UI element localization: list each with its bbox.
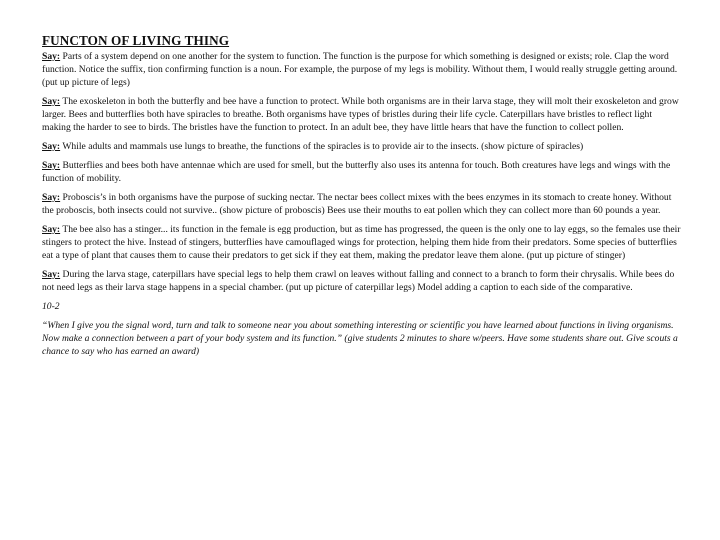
paragraph-7 [42, 268, 682, 294]
paragraph-text: Butterflies and bees both have antennae which are used for smell, but the butterfly also uses its antenna for touch. Both creatures have legs and wings with the function of mobility. [42, 160, 671, 184]
paragraph-2 [42, 95, 682, 134]
say-label: Say: [42, 51, 61, 62]
say-label: Say: [42, 96, 61, 107]
paragraph-text: The bee also has a stinger... its function in the female is egg production, but as time has progressed, the queen is the only one to lay eggs, so the females use their stingers to protect the hive. Instead of stingers, butterflies have camouflaged wings for protection, helping them hide from their predators. Some species of butterflies eat a type of plant that causes them to cause their predators to get sick if they eat them, making the predator leave them alone. (put up picture of stinger) [42, 224, 681, 261]
say-label: Say: [42, 141, 61, 152]
paragraph-text: Parts of a system depend on one another for the system to function. The function is the purpose for which something is designed or exists; role. Clap the word function. Notice the suffix, tion confirming function is a noun. For example, the purpose of my legs is mobility. Without them, I would really struggle getting around.(put up picture of legs) [42, 51, 678, 88]
paragraph-5 [42, 191, 682, 217]
say-label: Say: [42, 269, 61, 280]
paragraph-1 [42, 50, 682, 89]
say-label: Say: [42, 160, 61, 171]
paragraph-4 [42, 159, 682, 185]
page-title: FUNCTON OF LIVING THING [42, 33, 230, 48]
closing-instructions: “When I give you the signal word, turn and talk to someone near you about something interesting or scientific you have learned about functions in living organisms. Now make a connection between a part of your body system and its function.” (give students 2 minutes to share w/peers. Have some students share out. Give scouts a chance to say who has earned an award) [42, 320, 678, 357]
say-label: Say: [42, 192, 61, 203]
paragraph-text: While adults and mammals use lungs to breathe, the functions of the spiracles is to provide air to the insects. (show picture of spiracles) [60, 141, 584, 152]
say-label: Say: [42, 224, 61, 235]
paragraph-text: The exoskeleton in both the butterfly and bee have a function to protect. While both organisms are in their larva stage, they will molt their exoskeleton and grow larger. Bees and butterflies both have spiracles to breathe. Both organisms have types of bristles during their life cycle. Caterpillars have bristles to reflect light making the harder to see to birds. The bristles have the function to protect. In an adult bee, they have little hears that have the function to collect pollen. [42, 96, 679, 133]
section-number: 10-2 [42, 301, 60, 312]
paragraph-3 [42, 140, 682, 153]
paragraph-6 [42, 223, 682, 262]
paragraph-text: During the larva stage, caterpillars have special legs to help them crawl on leaves without falling and connect to a branch to form their chrysalis. While bees do not need legs as their larva stage happens in a special chamber. (put up picture of caterpillar legs) Model adding a caption to each side of the comparative. [42, 269, 675, 293]
paragraph-text: Proboscis’s in both organisms have the purpose of sucking nectar. The nectar bees collect mixes with the bees enzymes in its stomach to create honey. Without the proboscis, both insects could not survive.. (show picture of proboscis) Bees use their mouths to eat pollen which they can collect more than 60 pounds a year. [42, 192, 672, 216]
document-page [42, 33, 682, 364]
